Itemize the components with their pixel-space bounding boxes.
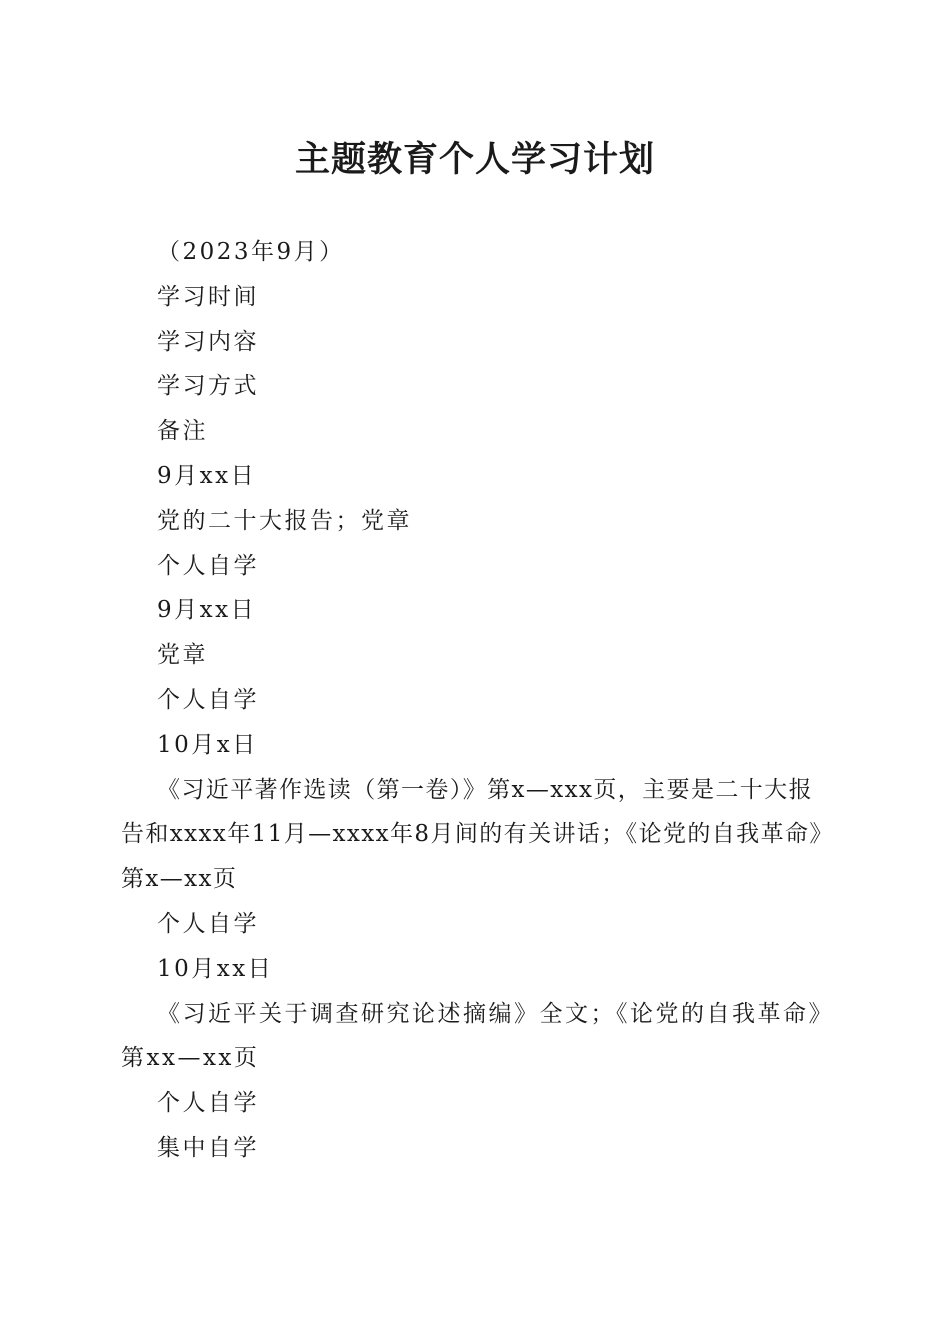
paragraph: 个人自学 <box>157 910 259 937</box>
paragraph: 学习时间 <box>157 283 259 310</box>
paragraph: 9月xx日 <box>157 597 257 624</box>
paragraph: 《习近平关于调查研究论述摘编》全文；《论党的自我革命》第xx—xx页 <box>121 1000 823 1072</box>
date-line: （2023年9月） <box>157 239 345 265</box>
paragraph: 党章 <box>157 642 208 669</box>
paragraph: 学习内容 <box>157 328 259 355</box>
paragraph: 个人自学 <box>157 686 259 713</box>
document-title: 主题教育个人学习计划 <box>294 139 655 180</box>
paragraph: 个人自学 <box>157 552 259 579</box>
paragraph: 个人自学 <box>157 1090 259 1117</box>
paragraph: 10月x日 <box>157 731 258 758</box>
paragraph: 党的二十大报告；党章 <box>157 507 412 534</box>
paragraph: 9月xx日 <box>157 462 257 489</box>
paragraph: 10月xx日 <box>157 955 274 982</box>
paragraph: 备注 <box>157 418 208 445</box>
paragraph: 《习近平著作选读（第一卷）》第x—xxx页，主要是二十大报告和xxxx年11月—xxxx年8月间的有关讲话；《论党的自我革命》第x—xx页 <box>121 776 823 893</box>
document-body <box>121 230 823 1171</box>
paragraph: 集中自学 <box>157 1134 259 1161</box>
paragraph: 学习方式 <box>157 373 259 400</box>
